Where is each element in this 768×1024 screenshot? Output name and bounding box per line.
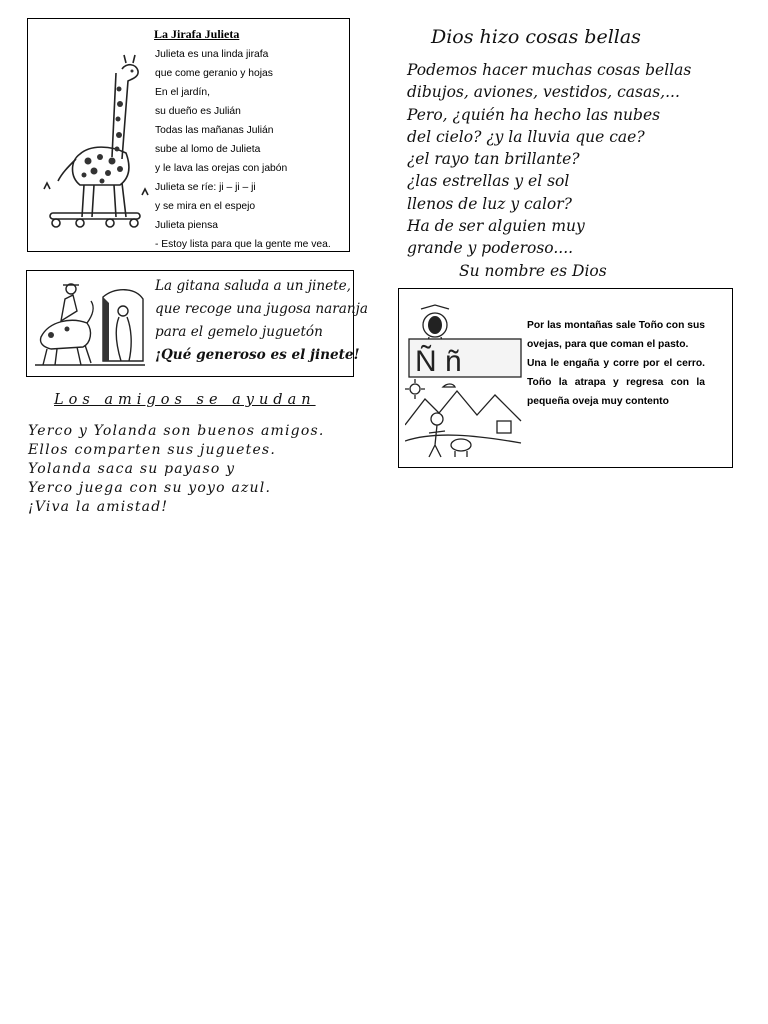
amigos-handwritten-text	[26, 390, 356, 515]
poem-line: su dueño es Julián	[155, 106, 241, 117]
poem-line: que come geranio y hojas	[155, 68, 273, 79]
handwritten-line: Yolanda saca su payaso y	[28, 461, 236, 477]
jirafa-card	[27, 18, 350, 252]
amigos-lines	[28, 422, 325, 517]
handwritten-line: para el gemelo juguetón	[155, 324, 323, 340]
handwritten-line: Yerco juega con su yoyo azul.	[28, 480, 272, 496]
handwritten-line: La gitana saluda a un jinete,	[155, 278, 352, 294]
dios-lines	[407, 59, 691, 282]
handwritten-line: Podemos hacer muchas cosas bellas	[407, 61, 692, 79]
tono-card	[398, 288, 733, 468]
horse-rider-illustration	[31, 277, 149, 369]
gitana-card	[26, 270, 368, 377]
poem-line: - Estoy lista para que la gente me vea.	[155, 239, 331, 250]
handwritten-line: grande y poderoso....	[407, 239, 574, 258]
dios-title: Dios hizo cosas bellas	[431, 26, 641, 48]
jirafa-title: La Jirafa Julieta	[154, 27, 240, 41]
handwritten-line: del cielo? ¿y la lluvia que cae?	[407, 127, 645, 146]
letter-enye-label: Ñ ñ	[415, 345, 462, 378]
handwritten-line: ¿el rayo tan brillante?	[407, 150, 580, 169]
poem-line: Todas las mañanas Julián	[155, 125, 274, 136]
poem-line: Julieta piensa	[155, 220, 218, 231]
handwritten-line: Pero, ¿quién ha hecho las nubes	[407, 105, 661, 124]
poem-line: Julieta se ríe: ji – ji – ji	[155, 182, 256, 193]
handwritten-line: Ha de ser alguien muy	[407, 217, 585, 236]
jirafa-poem	[155, 45, 331, 254]
handwritten-line: Ellos comparten sus juguetes.	[28, 442, 276, 458]
handwritten-line: que recoge una jugosa naranja	[155, 301, 368, 317]
poem-line: Julieta es una linda jirafa	[155, 49, 269, 60]
handwritten-line: dibujos, aviones, vestidos, casas,...	[407, 83, 680, 102]
giraffe-illustration	[40, 49, 150, 229]
poem-line: y se mira en el espejo	[155, 201, 256, 212]
tono-paragraph	[527, 316, 705, 411]
handwritten-line: ¿las estrellas y el sol	[407, 172, 570, 191]
poem-line: En el jardín,	[155, 87, 210, 98]
handwritten-line: Yerco y Yolanda son buenos amigos.	[28, 423, 325, 439]
amigos-title: Los amigos se ayudan	[54, 392, 316, 408]
handwritten-line: ¡Qué generoso es el jinete!	[155, 347, 360, 363]
handwritten-line: Su nombre es Dios	[459, 261, 607, 280]
poem-line: sube al lomo de Julieta	[155, 144, 261, 155]
shepherd-illustration	[405, 295, 523, 461]
paragraph-sentence: Una le engaña y corre por el cerro. Toño la atrapa y regresa con la pequeña oveja muy contento	[527, 358, 705, 407]
handwritten-line: llenos de luz y calor?	[407, 194, 572, 213]
gitana-lines	[155, 275, 368, 367]
handwritten-line: ¡Viva la amistad!	[28, 499, 169, 515]
paragraph-sentence: Por las montañas sale Toño con sus ovejas, para que coman el pasto.	[527, 320, 705, 350]
dios-handwritten-text	[405, 22, 735, 280]
poem-line: y le lava las orejas con jabón	[155, 163, 288, 174]
